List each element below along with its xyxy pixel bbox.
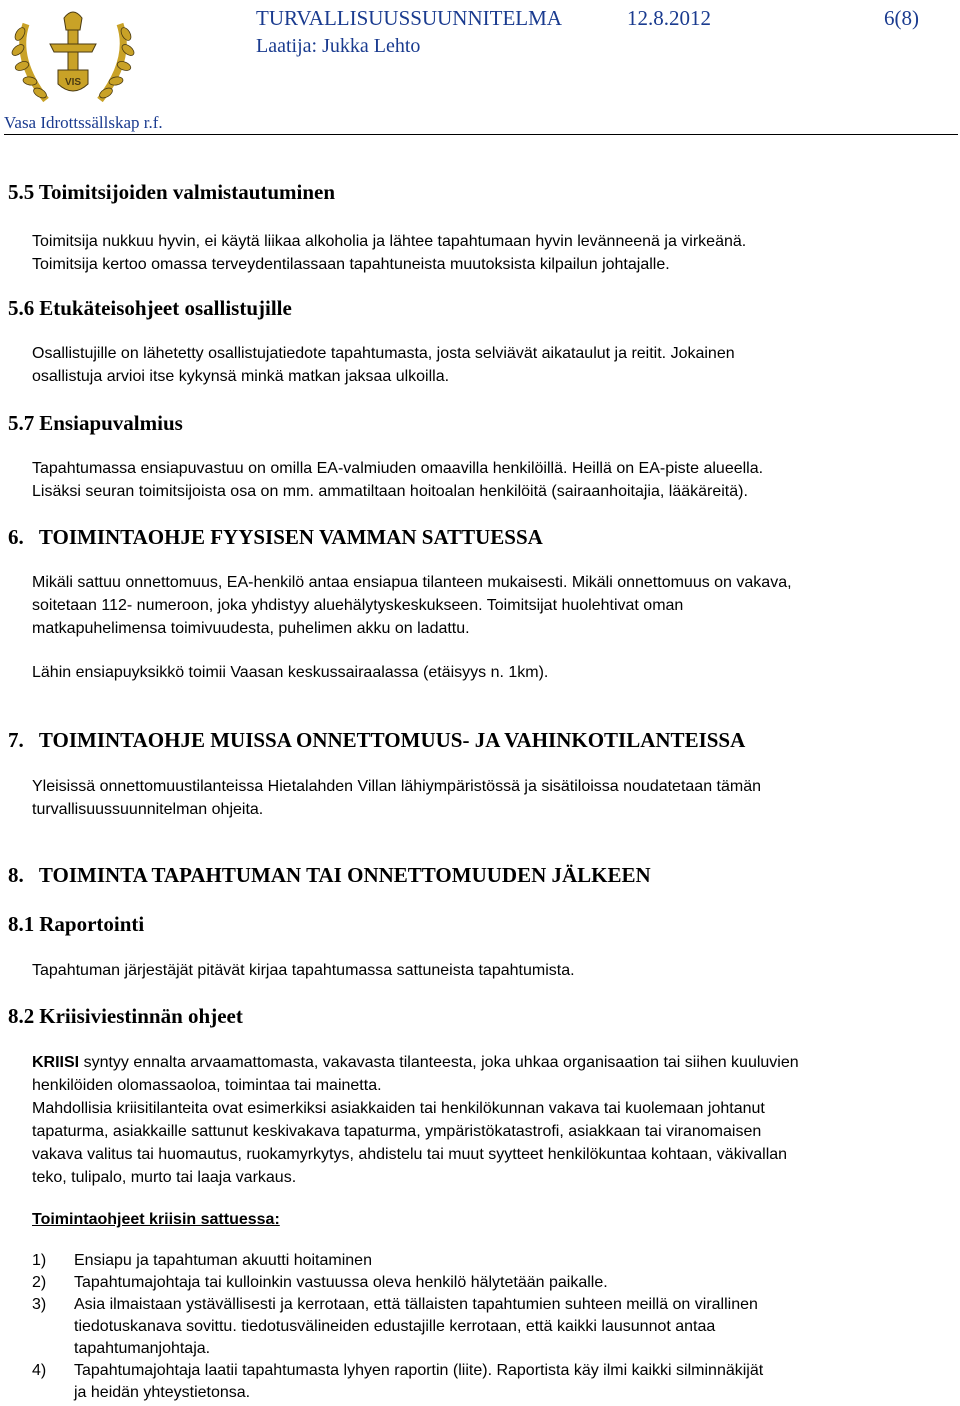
heading-number: 8.: [8, 863, 24, 887]
heading-number: 8.1: [8, 912, 35, 936]
list-text: Asia ilmaistaan ystävällisesti ja kerrotaan, että tällaisten tapahtumien suhteen meillä on virallinen: [74, 1296, 758, 1313]
text-line: tapaturma, asiakkaille sattunut keskivakava tapaturma, ympäristökatastrofi, asiakkaan tai viranomaisen: [32, 1123, 762, 1140]
logo-text: VIS: [64, 77, 82, 88]
paragraph-8-1: Tapahtuman järjestäjät pitävät kirjaa tapahtumassa sattuneista tapahtumista.: [32, 962, 575, 979]
list-item: [32, 1294, 763, 1360]
paragraph-5-6: [32, 342, 735, 388]
kriisi-keyword: KRIISI: [32, 1054, 80, 1071]
heading-text: Toimitsijoiden valmistautuminen: [38, 180, 336, 204]
text-line: vakava valitus tai huomautus, ruokamyrkytys, ahdistelu tai muut syytteet henkilökuntaa kohtaan, väkivallan: [32, 1146, 788, 1163]
text-line: Yleisissä onnettomuustilanteissa Hietalahden Villan lähiympäristössä ja sisätiloissa noudatetaan tämän: [32, 778, 762, 795]
text-line: soitetaan 112- numeroon, joka yhdistyy aluehälytyskeskukseen. Toimitsijat huolehtivat oman: [32, 597, 684, 614]
list-number: 4): [32, 1362, 47, 1379]
heading-5-5: [8, 180, 335, 205]
heading-text: Kriisiviestinnän ohjeet: [39, 1004, 243, 1028]
list-number: 3): [32, 1296, 47, 1313]
heading-text: Raportointi: [39, 912, 145, 936]
heading-number: 6.: [8, 525, 24, 549]
list-text: Tapahtumajohtaja tai kulloinkin vastuussa oleva henkilö hälytetään paikalle.: [74, 1274, 608, 1291]
heading-number: 5.5: [8, 180, 35, 204]
heading-8: [8, 863, 651, 888]
heading-6: [8, 525, 543, 550]
text-line: Osallistujille on lähetetty osallistujatiedote tapahtumasta, josta selviävät aikataulut ja reitit. Jokainen: [32, 345, 735, 362]
list-text: ja heidän yhteystietonsa.: [74, 1384, 251, 1401]
list-item: [32, 1272, 763, 1294]
organization-name: Vasa Idrottssällskap r.f.: [4, 113, 163, 132]
heading-text: TOIMINTAOHJE FYYSISEN VAMMAN SATTUESSA: [38, 525, 543, 549]
heading-5-6: [8, 296, 292, 321]
heading-8-1: [8, 912, 144, 937]
heading-text: Etukäteisohjeet osallistujille: [39, 296, 292, 320]
heading-number: 5.7: [8, 411, 35, 435]
paragraph-6-extra: Lähin ensiapuyksikkö toimii Vaasan keskussairaalassa (etäisyys n. 1km).: [32, 664, 549, 681]
text-line: Tapahtumassa ensiapuvastuu on omilla EA-valmiuden omaavilla henkilöillä. Heillä on EA-piste alueella.: [32, 460, 764, 477]
page-number: 6(8): [884, 6, 919, 30]
list-text: Ensiapu ja tapahtuman akuutti hoitaminen: [74, 1252, 372, 1269]
list-text: tapahtumanjohtaja.: [74, 1340, 211, 1357]
heading-7: [8, 728, 745, 753]
heading-5-7: [8, 411, 183, 436]
torch-icon: [50, 12, 96, 70]
text-line: Lisäksi seuran toimitsijoista osa on mm. ammatiltaan hoitoalan henkilöitä (sairaanhoitajia, lääkäreitä).: [32, 483, 748, 500]
heading-8-2: [8, 1004, 243, 1029]
text-line: matkapuhelimensa toimivuudesta, puhelimen akku on ladattu.: [32, 620, 470, 637]
text-line: Toimitsija nukkuu hyvin, ei käytä liikaa alkoholia ja lähtee tapahtumaan hyvin levänneenä ja virkeänä.: [32, 233, 747, 250]
heading-number: 7.: [8, 728, 24, 752]
document-date: 12.8.2012: [627, 6, 711, 30]
text-line: Mikäli sattuu onnettomuus, EA-henkilö antaa ensiapua tilanteen mukaisesti. Mikäli onnettomuus on vakava,: [32, 574, 792, 591]
heading-number: 8.2: [8, 1004, 35, 1028]
heading-text: TOIMINTAOHJE MUISSA ONNETTOMUUS- JA VAHINKOTILANTEISSA: [38, 728, 746, 752]
shield-icon: [58, 70, 88, 91]
list-number: 1): [32, 1252, 47, 1269]
list-item: [32, 1250, 763, 1272]
heading-text: Ensiapuvalmius: [39, 411, 183, 435]
text-line: osallistuja arvioi itse kykynsä minkä matkan jaksaa ulkoilla.: [32, 368, 450, 385]
heading-text: TOIMINTA TAPAHTUMAN TAI ONNETTOMUUDEN JÄLKEEN: [38, 863, 651, 887]
list-number: 2): [32, 1274, 47, 1291]
paragraph-5-7: [32, 457, 763, 503]
paragraph-5-5: [32, 230, 746, 276]
document-author: Laatija: Jukka Lehto: [256, 35, 421, 57]
header-divider: [4, 134, 958, 135]
list-text: tiedotuskanava sovittu. tiedotusvälineiden edustajille kerrotaan, että kaikki lausunnot antaa: [74, 1318, 716, 1335]
heading-number: 5.6: [8, 296, 35, 320]
instructions-title: Toimintaohjeet kriisin sattuessa:: [32, 1211, 280, 1228]
document-title: TURVALLISUUSSUUNNITELMA: [256, 6, 562, 30]
paragraph-6: [32, 571, 792, 640]
list-text: Tapahtumajohtaja laatii tapahtumasta lyhyen raportin (liite). Raportista käy ilmi kaikki silminnäkijät: [74, 1362, 764, 1379]
club-logo: [6, 4, 140, 108]
paragraph-7: [32, 775, 761, 821]
text-line: turvallisuussuunnitelman ohjeita.: [32, 801, 264, 818]
list-item: [32, 1360, 763, 1404]
text-line: teko, tulipalo, murto tai laaja varkaus.: [32, 1169, 297, 1186]
kriisi-definition: syntyy ennalta arvaamattomasta, vakavasta tilanteesta, joka uhkaa organisaation tai siihen kuuluvien: [79, 1054, 799, 1071]
text-line: Mahdollisia kriisitilanteita ovat esimerkiksi asiakkaiden tai henkilökunnan vakava tai kuolemaan johtanut: [32, 1100, 765, 1117]
instructions-list: [32, 1250, 763, 1404]
paragraph-8-2: [32, 1051, 799, 1189]
text-line: [32, 1051, 799, 1074]
text-line: Toimitsija kertoo omassa terveydentilassaan tapahtuneista muutoksista kilpailun johtajalle.: [32, 256, 670, 273]
text-line: henkilöiden olomassaoloa, toimintaa tai mainetta.: [32, 1077, 382, 1094]
